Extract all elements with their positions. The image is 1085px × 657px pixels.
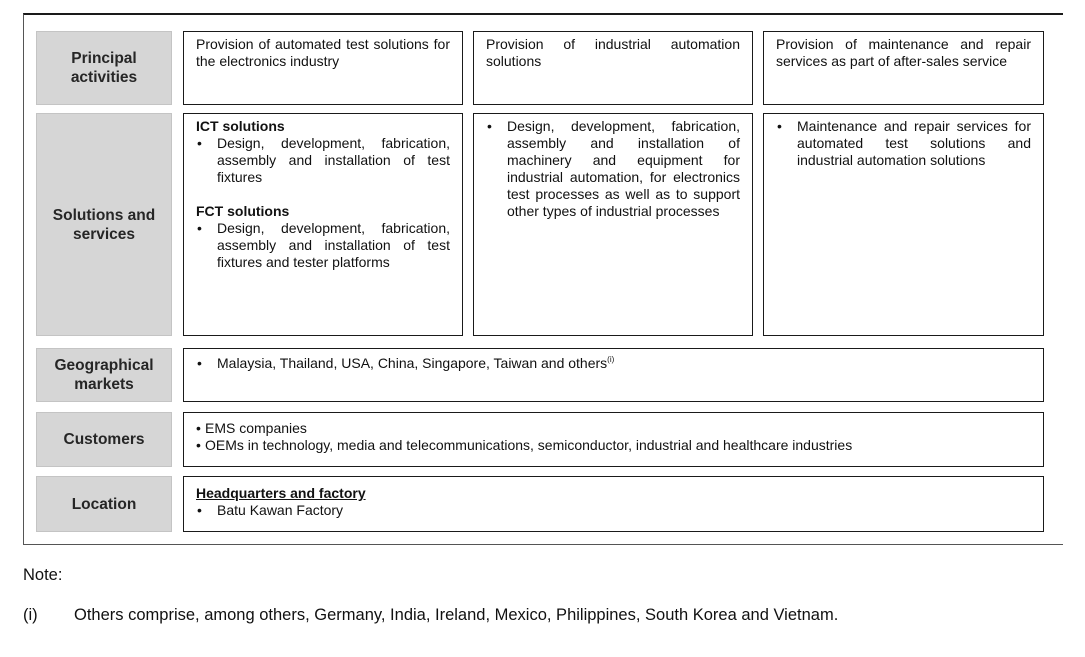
- industrial-automation-bullet: • Design, development, fabrication, assembly and installation of machinery and equipment for industrial automation, for electronics test processes as well as to support other types of industrial processes: [486, 118, 740, 220]
- note-item: [23, 605, 1063, 625]
- row-label-text: Solutions and services: [52, 206, 156, 243]
- headquarters-heading: Headquarters and factory: [196, 485, 366, 501]
- location-cell: [183, 476, 1044, 532]
- row-label-text: Location: [71, 495, 137, 513]
- principal-activity-automated-test: [183, 31, 463, 105]
- customer-item: • EMS companies: [196, 420, 1031, 437]
- footnote-ref: (i): [607, 355, 615, 364]
- solutions-automated-test: [183, 113, 463, 336]
- row-label-geographical-markets: [36, 348, 172, 402]
- cell-text: Provision of industrial automation solutions: [486, 36, 740, 69]
- markets-bullet: [196, 355, 1031, 372]
- cell-text: Provision of automated test solutions for the electronics industry: [196, 36, 450, 69]
- solutions-maintenance: [763, 113, 1044, 336]
- ict-solutions-bullet: • Design, development, fabrication, assembly and installation of test fixtures: [196, 135, 450, 186]
- row-label-solutions-and-services: [36, 113, 172, 336]
- note-marker: (i): [23, 606, 38, 624]
- row-label-location: [36, 476, 172, 532]
- principal-activity-industrial-automation: [473, 31, 753, 105]
- cell-text: Provision of maintenance and repair services as part of after-sales service: [776, 36, 1031, 69]
- geographical-markets-cell: [183, 348, 1044, 402]
- row-label-text: Customers: [63, 431, 145, 448]
- note-title: Note:: [23, 566, 63, 584]
- row-label-text: Principal activities: [70, 50, 138, 86]
- customers-cell: [183, 412, 1044, 467]
- ict-solutions-heading: ICT solutions: [196, 118, 285, 134]
- location-bullet: • Batu Kawan Factory: [196, 502, 1031, 519]
- maintenance-bullet: • Maintenance and repair services for automated test solutions and industrial automation solutions: [776, 118, 1031, 169]
- principal-activity-maintenance: [763, 31, 1044, 105]
- note-text: Others comprise, among others, Germany, India, Ireland, Mexico, Philippines, South Korea and Vietnam.: [74, 606, 839, 624]
- row-label-text: Geographical markets: [54, 357, 154, 393]
- fct-solutions-bullet: • Design, development, fabrication, assembly and installation of test fixtures and tester platforms: [196, 220, 450, 271]
- solutions-industrial-automation: [473, 113, 753, 336]
- fct-solutions-heading: FCT solutions: [196, 203, 290, 219]
- customer-item: • OEMs in technology, media and telecommunications, semiconductor, industrial and healthcare industries: [196, 437, 1031, 454]
- row-label-customers: [36, 412, 172, 467]
- row-label-principal-activities: [36, 31, 172, 105]
- markets-text: Malaysia, Thailand, USA, China, Singapore, Taiwan and others: [217, 355, 608, 371]
